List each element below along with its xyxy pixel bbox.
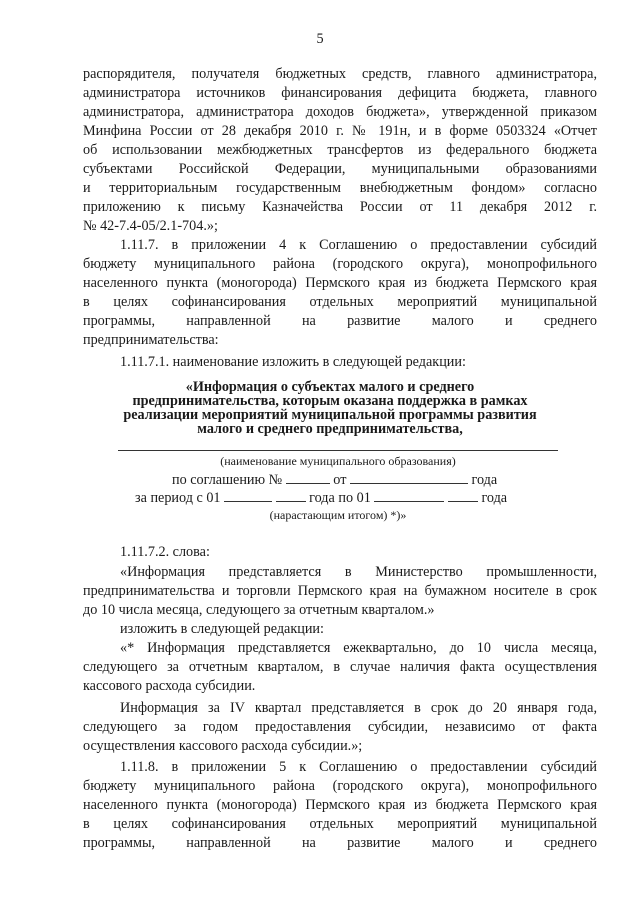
text-line: 1.11.7.2. слова: bbox=[120, 544, 210, 560]
text-line: 1.11.7.1. наименование изложить в следующей редакции: bbox=[120, 354, 466, 370]
text-line: предпринимательства и торговли Пермского края на бумажном носителе в срок bbox=[83, 583, 597, 599]
text-line: населенного пункта (моногорода) Пермского края из бюджета Пермского края bbox=[83, 797, 597, 813]
form-title-line: малого и среднего предпринимательства, bbox=[197, 421, 463, 437]
text-line: программы, направленной на развитие малого и среднего bbox=[83, 835, 597, 851]
text-line: администратора источников финансирования дефицита бюджета, главного bbox=[83, 85, 597, 101]
agreement-number-blank bbox=[286, 470, 330, 484]
text-line: 1.11.8. в приложении 5 к Соглашению о предоставлении субсидий bbox=[120, 759, 597, 775]
text-line: Минфина России от 28 декабря 2010 г. № 191н, и в форме 0503324 «Отчет bbox=[83, 123, 597, 139]
agreement-date-blank bbox=[350, 470, 468, 484]
form-title-line: предпринимательства, которым оказана поддержка в рамках bbox=[132, 393, 528, 409]
period-to: года по 01 bbox=[309, 490, 371, 506]
form-title-line: «Информация о субъектах малого и среднего bbox=[185, 379, 475, 395]
agreement-year: года bbox=[471, 472, 498, 488]
text-line: об использовании межбюджетных трансфертов из федерального бюджета bbox=[83, 142, 597, 158]
text-line: и территориальным государственным внебюджетным фондом» согласно bbox=[83, 180, 597, 196]
municipality-underline bbox=[118, 450, 558, 451]
page-number: 5 bbox=[316, 31, 324, 47]
form-title-line: реализации мероприятий муниципальной программы развития bbox=[123, 407, 537, 423]
text-line: «* Информация представляется ежеквартально, до 10 числа месяца, bbox=[120, 640, 597, 656]
text-line: бюджету муниципального района (городского округа), монопрофильного bbox=[83, 778, 597, 794]
text-line: следующего за годом предоставления субсидии, независимо от факта bbox=[83, 719, 597, 735]
text-line: Информация за IV квартал представляется в срок до 20 января года, bbox=[120, 700, 597, 716]
text-line: следующего за отчетным кварталом, в случае наличия факта осуществления bbox=[83, 659, 597, 675]
text-line: «Информация представляется в Министерство промышленности, bbox=[120, 564, 597, 580]
cumulative-caption: (нарастающим итогом) *)» bbox=[269, 508, 407, 522]
period-from-year-blank bbox=[276, 488, 306, 502]
agreement-from: от bbox=[333, 472, 347, 488]
period-year: года bbox=[481, 490, 508, 506]
text-line: изложить в следующей редакции: bbox=[120, 621, 324, 637]
agreement-prefix: по соглашению № bbox=[172, 472, 283, 488]
text-line: бюджету муниципального района (городского округа), монопрофильного bbox=[83, 256, 597, 272]
text-line: осуществления кассового расхода субсидии.»; bbox=[83, 738, 363, 754]
period-line bbox=[135, 488, 565, 507]
text-line: программы, направленной на развитие малого и среднего bbox=[83, 313, 597, 329]
text-line: до 10 числа месяца, следующего за отчетным кварталом.» bbox=[83, 602, 435, 618]
text-line: кассового расхода субсидии. bbox=[83, 678, 256, 694]
municipality-caption: (наименование муниципального образования) bbox=[220, 454, 456, 468]
text-line: администратора, администратора доходов бюджета», утвержденной приказом bbox=[83, 104, 597, 120]
text-line: в целях софинансирования отдельных мероприятий муниципальной bbox=[83, 816, 597, 832]
text-line: населенного пункта (моногорода) Пермского края из бюджета Пермского края bbox=[83, 275, 597, 291]
period-to-year-blank bbox=[448, 488, 478, 502]
text-line: распорядителя, получателя бюджетных средств, главного администратора, bbox=[83, 66, 597, 82]
text-line: № 42-7.4-05/2.1-704.»; bbox=[83, 218, 218, 234]
period-from-month-blank bbox=[224, 488, 272, 502]
text-line: 1.11.7. в приложении 4 к Соглашению о предоставлении субсидий bbox=[120, 237, 597, 253]
text-line: предпринимательства: bbox=[83, 332, 219, 348]
text-line: в целях софинансирования отдельных мероприятий муниципальной bbox=[83, 294, 597, 310]
period-prefix: за период с 01 bbox=[135, 490, 221, 506]
agreement-line bbox=[172, 470, 532, 489]
period-to-month-blank bbox=[374, 488, 444, 502]
text-line: субъектами Российской Федерации, муниципальными образованиями bbox=[83, 161, 597, 177]
text-line: приложению к письму Казначейства России от 11 декабря 2012 г. bbox=[83, 199, 597, 215]
